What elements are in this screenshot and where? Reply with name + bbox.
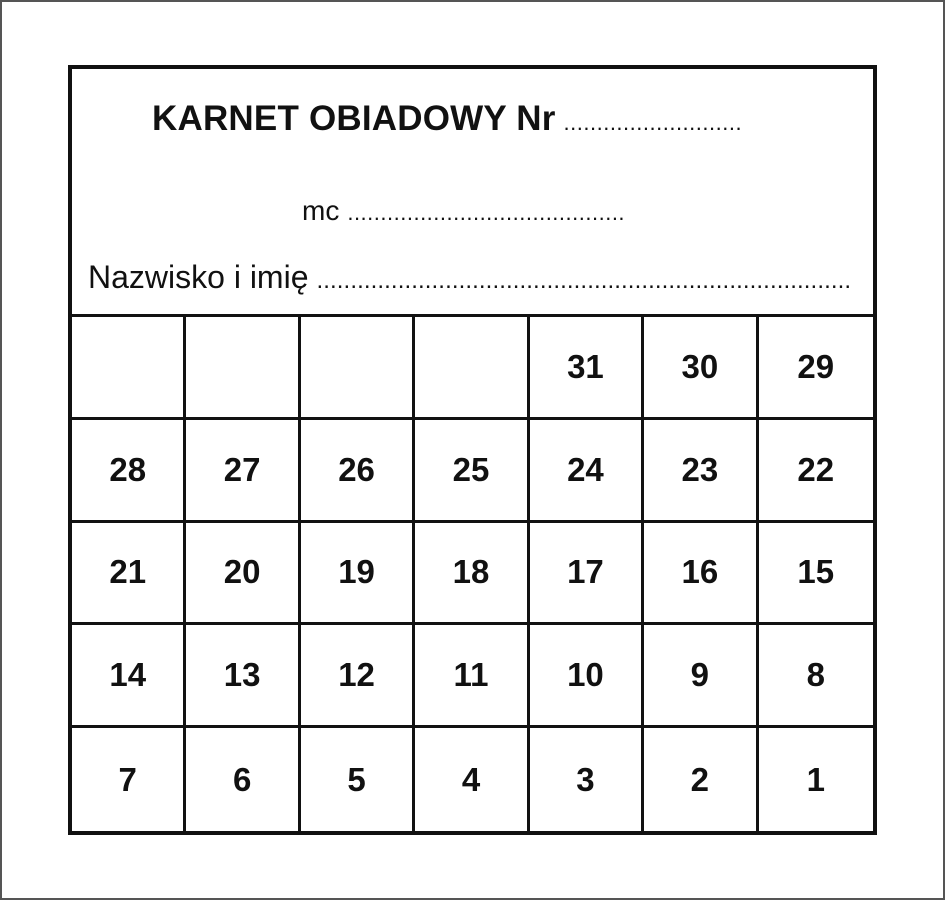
day-cell[interactable]: 10 [530, 625, 644, 728]
day-cell[interactable]: 14 [72, 625, 186, 728]
day-cell[interactable]: 11 [415, 625, 529, 728]
day-cell[interactable]: 16 [644, 523, 758, 626]
day-cell[interactable]: 9 [644, 625, 758, 728]
day-cell[interactable]: 2 [644, 728, 758, 831]
day-cell[interactable]: 6 [186, 728, 300, 831]
day-cell[interactable]: 19 [301, 523, 415, 626]
month-row [302, 195, 625, 227]
day-cell[interactable]: 7 [72, 728, 186, 831]
day-cell[interactable]: 21 [72, 523, 186, 626]
empty-day-cell[interactable] [72, 317, 186, 420]
month-field[interactable]: .......................................... [347, 200, 626, 225]
name-label: Nazwisko i imię [88, 259, 309, 295]
day-cell[interactable]: 26 [301, 420, 415, 523]
day-cell[interactable]: 8 [759, 625, 873, 728]
empty-day-cell[interactable] [415, 317, 529, 420]
name-row [88, 259, 851, 296]
empty-day-cell[interactable] [186, 317, 300, 420]
empty-day-cell[interactable] [301, 317, 415, 420]
day-cell[interactable]: 29 [759, 317, 873, 420]
meal-ticket-card [68, 65, 877, 835]
day-cell[interactable]: 13 [186, 625, 300, 728]
day-cell[interactable]: 28 [72, 420, 186, 523]
day-grid [72, 317, 873, 831]
day-cell[interactable]: 30 [644, 317, 758, 420]
day-cell[interactable]: 31 [530, 317, 644, 420]
day-cell[interactable]: 23 [644, 420, 758, 523]
day-cell[interactable]: 25 [415, 420, 529, 523]
ticket-number-field[interactable]: ........................... [563, 110, 743, 135]
day-cell[interactable]: 1 [806, 760, 825, 798]
day-cell[interactable]: 5 [301, 728, 415, 831]
day-cell[interactable]: 24 [530, 420, 644, 523]
day-cell[interactable]: 3 [530, 728, 644, 831]
day-cell[interactable]: 12 [301, 625, 415, 728]
day-cell[interactable]: 20 [186, 523, 300, 626]
title-row [152, 99, 742, 139]
ticket-header [72, 69, 873, 317]
name-field[interactable]: ............................................................................... [316, 267, 852, 294]
day-cell[interactable]: 17 [530, 523, 644, 626]
ticket-title: KARNET OBIADOWY Nr [152, 99, 556, 138]
month-label: mc [302, 195, 340, 226]
day-cell[interactable]: 15 [759, 523, 873, 626]
day-cell[interactable]: 22 [759, 420, 873, 523]
day-cell[interactable]: 4 [415, 728, 529, 831]
day-cell[interactable]: 18 [415, 523, 529, 626]
day-cell[interactable]: 27 [186, 420, 300, 523]
